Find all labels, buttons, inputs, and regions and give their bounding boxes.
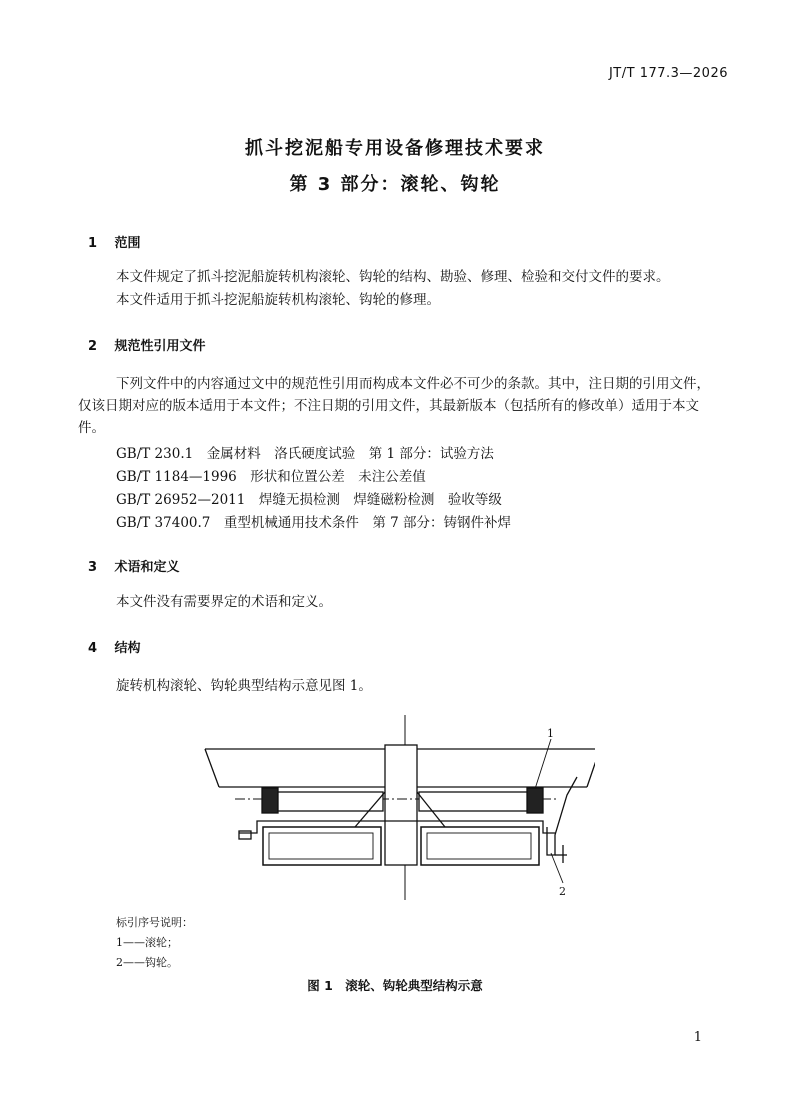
- roller-hook-wheel-diagram: [195, 715, 595, 900]
- document-title: 抓斗挖泥船专用设备修理技术要求: [245, 138, 545, 159]
- section-title: 术语和定义: [114, 560, 180, 575]
- document-subtitle: 第 3 部分：滚轮、钩轮: [289, 174, 501, 195]
- section-title: 范围: [114, 236, 141, 251]
- paragraph: 本文件没有需要界定的术语和定义。: [116, 594, 332, 610]
- paragraph: 下列文件中的内容通过文中的规范性引用而构成本文件必不可少的条款。其中，注日期的引用文件，仅该日期对应的版本适用于本文件；不注日期的引用文件，其最新版本（包括所有的修改单）适用于本文件。: [78, 376, 710, 436]
- section-heading-normative-references: [88, 335, 206, 354]
- legend-title: 标引序号说明：: [116, 916, 193, 929]
- section-heading-terms: [88, 556, 180, 575]
- paragraph: 本文件适用于抓斗挖泥船旋转机构滚轮、钩轮的修理。: [116, 292, 440, 308]
- paragraph: 旋转机构滚轮、钩轮典型结构示意见图 1。: [116, 678, 372, 694]
- section-title: 规范性引用文件: [114, 339, 206, 354]
- figure-caption: 图 1 滚轮、钩轮典型结构示意: [307, 978, 483, 993]
- legend-item: 2——钩轮。: [116, 956, 178, 969]
- standard-number: JT/T 177.3—2026: [608, 66, 728, 81]
- section-title: 结构: [114, 641, 141, 656]
- reference-item: GB/T 230.1 金属材料 洛氏硬度试验 第 1 部分：试验方法: [116, 446, 494, 462]
- roller-right: [419, 788, 543, 813]
- central-shaft: [385, 745, 417, 865]
- page-number: 1: [693, 1030, 702, 1045]
- callout-1-label: 1: [547, 727, 554, 740]
- reference-item: GB/T 1184—1996 形状和位置公差 未注公差值: [116, 469, 426, 485]
- section-number: 2: [88, 339, 98, 354]
- callout-2-label: 2: [559, 885, 566, 898]
- reference-item: GB/T 26952—2011 焊缝无损检测 焊缝磁粉检测 验收等级: [116, 492, 502, 508]
- reference-item: GB/T 37400.7 重型机械通用技术条件 第 7 部分：铸钢件补焊: [116, 515, 512, 531]
- legend-item: 1——滚轮；: [116, 936, 178, 949]
- roller-left: [262, 788, 383, 813]
- section-heading-structure: [88, 637, 141, 656]
- section-number: 3: [88, 560, 98, 575]
- hook-wheel: [547, 777, 577, 863]
- section-heading-scope: [88, 232, 141, 251]
- section-number: 4: [88, 641, 98, 656]
- section-number: 1: [88, 236, 98, 251]
- paragraph: 本文件规定了抓斗挖泥船旋转机构滚轮、钩轮的结构、勘验、修理、检验和交付文件的要求。: [116, 269, 670, 285]
